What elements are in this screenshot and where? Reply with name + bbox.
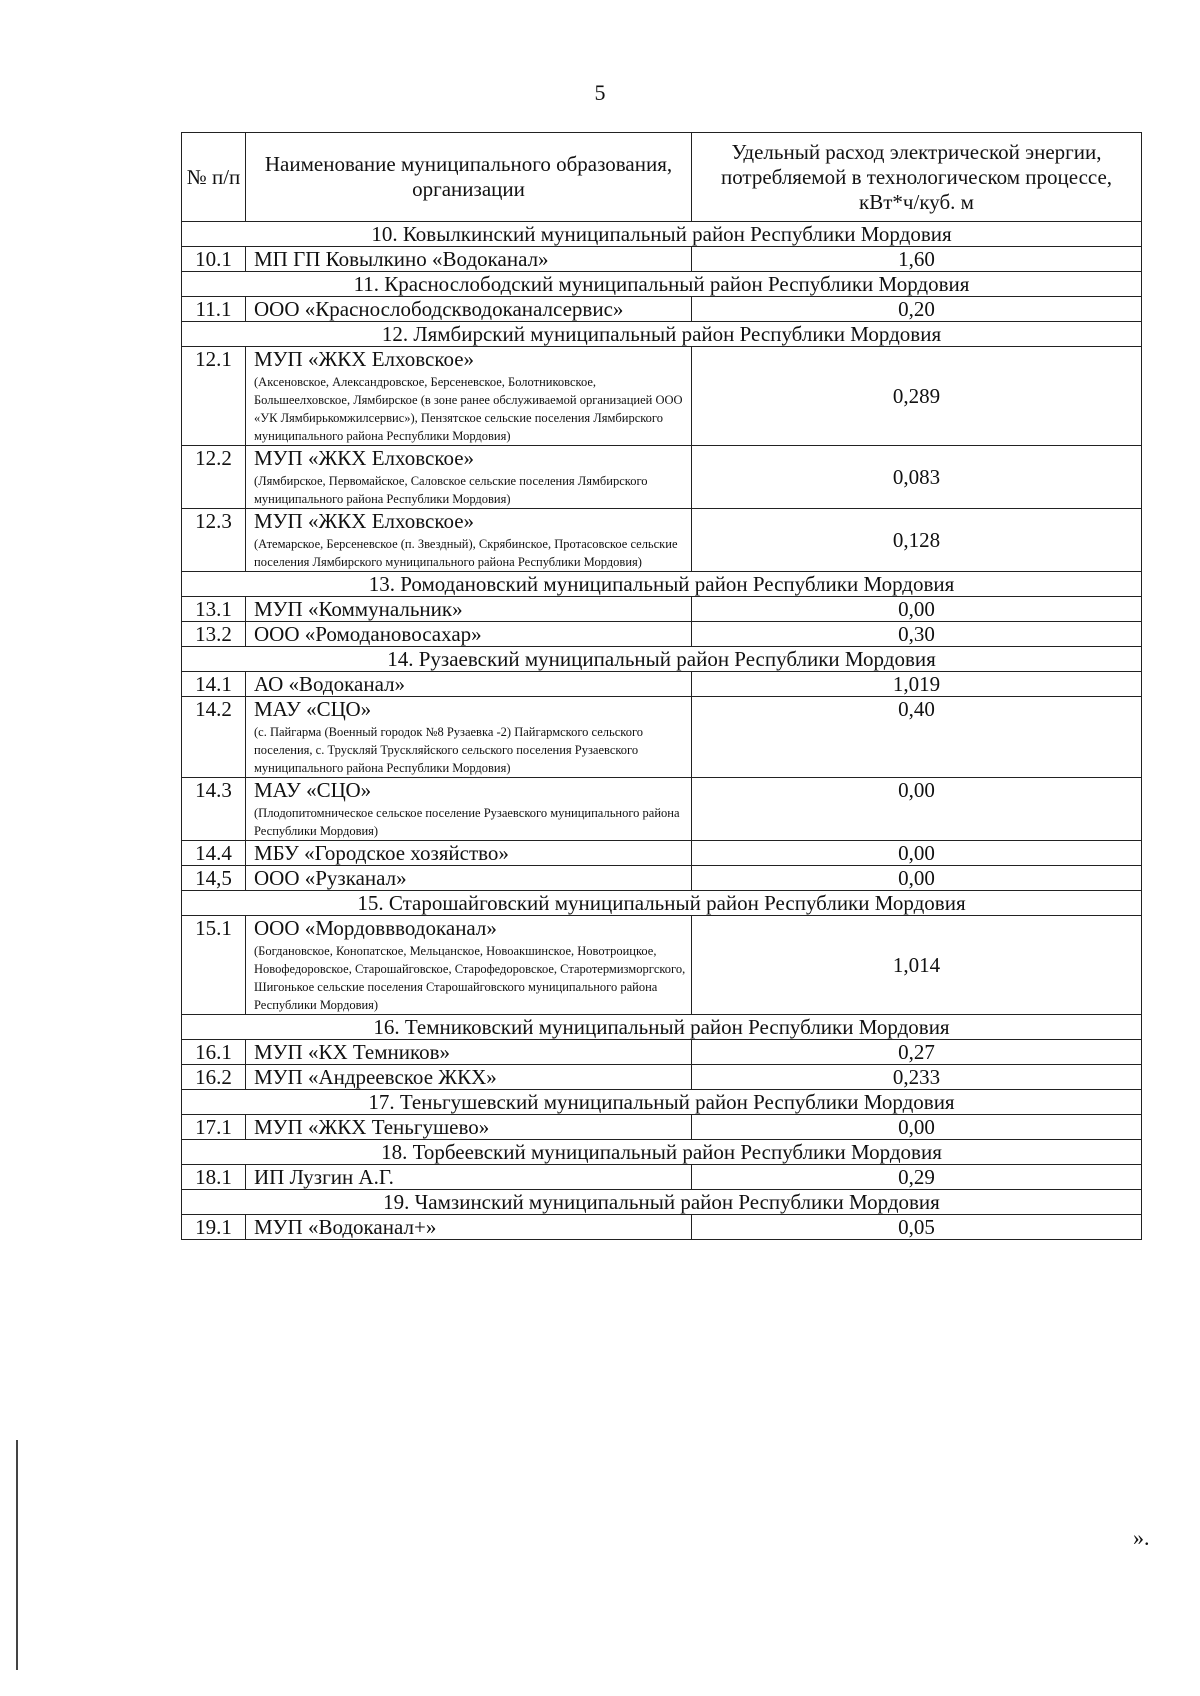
section-row: [182, 1090, 1142, 1115]
section-title: 12. Лямбирский муниципальный район Республики Мордовия: [182, 322, 1142, 347]
organization-name: МБУ «Городское хозяйство»: [254, 841, 509, 865]
page-number: 5: [594, 80, 606, 105]
header-value: Удельный расход электрической энергии, потребляемой в технологическом процессе, кВт*ч/куб. м: [692, 133, 1142, 222]
organization-name: МУП «ЖКХ Елховское»: [254, 446, 475, 470]
section-row: [182, 572, 1142, 597]
row-number: 14.4: [182, 841, 246, 866]
consumption-value: 0,289: [692, 347, 1142, 446]
section-title: 15. Старошайговский муниципальный район Республики Мордовия: [182, 891, 1142, 916]
organization-cell: [246, 841, 692, 866]
consumption-value: 0,083: [692, 446, 1142, 509]
row-number: 14,5: [182, 866, 246, 891]
table-row: [182, 1215, 1142, 1240]
row-number: 14.1: [182, 672, 246, 697]
table-row: [182, 841, 1142, 866]
consumption-value: 0,128: [692, 509, 1142, 572]
header-name: Наименование муниципального образования, организации: [246, 133, 692, 222]
consumption-value: 1,60: [692, 247, 1142, 272]
section-row: [182, 1190, 1142, 1215]
table-row: [182, 1040, 1142, 1065]
row-number: 15.1: [182, 916, 246, 1015]
organization-note: (Атемарское, Берсеневское (п. Звездный), Скрябинское, Протасовское сельские поселения Лямбирского муниципального района Республики Мордовия): [254, 537, 678, 569]
organization-name: МУП «ЖКХ Теньгушево»: [254, 1115, 490, 1139]
table-row: [182, 247, 1142, 272]
organization-cell: [246, 697, 692, 778]
organization-name: МП ГП Ковылкино «Водоканал»: [254, 247, 549, 271]
table-row: [182, 1065, 1142, 1090]
organization-note: (Плодопитомническое сельское поселение Рузаевского муниципального района Республики Мордовия): [254, 806, 680, 838]
table-row: [182, 866, 1142, 891]
row-number: 19.1: [182, 1215, 246, 1240]
organization-name: МУП «Водоканал+»: [254, 1215, 437, 1239]
organization-name: МАУ «СЦО»: [254, 778, 372, 802]
consumption-value: 0,40: [692, 697, 1142, 778]
row-number: 18.1: [182, 1165, 246, 1190]
table-row: [182, 916, 1142, 1015]
consumption-value: 0,00: [692, 841, 1142, 866]
row-number: 13.1: [182, 597, 246, 622]
table-row: [182, 697, 1142, 778]
row-number: 12.1: [182, 347, 246, 446]
consumption-value: 0,29: [692, 1165, 1142, 1190]
consumption-value: 0,30: [692, 622, 1142, 647]
section-row: [182, 891, 1142, 916]
organization-name: АО «Водоканал»: [254, 672, 406, 696]
organization-note: (Лямбирское, Первомайское, Саловское сельские поселения Лямбирского муниципального района Республики Мордовия): [254, 474, 648, 506]
table-row: [182, 778, 1142, 841]
section-title: 19. Чамзинский муниципальный район Республики Мордовия: [182, 1190, 1142, 1215]
header-num: № п/п: [182, 133, 246, 222]
consumption-value: 0,27: [692, 1040, 1142, 1065]
organization-cell: [246, 297, 692, 322]
organization-name: МУП «КХ Темников»: [254, 1040, 451, 1064]
table-row: [182, 1165, 1142, 1190]
table-row: [182, 297, 1142, 322]
section-title: 17. Теньгушевский муниципальный район Республики Мордовия: [182, 1090, 1142, 1115]
section-row: [182, 322, 1142, 347]
organization-cell: [246, 247, 692, 272]
closing-quote-mark: ».: [1133, 1525, 1150, 1550]
consumption-value: 0,20: [692, 297, 1142, 322]
row-number: 12.3: [182, 509, 246, 572]
organization-cell: [246, 1040, 692, 1065]
section-title: 10. Ковылкинский муниципальный район Республики Мордовия: [182, 222, 1142, 247]
section-title: 11. Краснослободский муниципальный район Республики Мордовия: [182, 272, 1142, 297]
organization-name: МУП «ЖКХ Елховское»: [254, 347, 475, 371]
row-number: 16.2: [182, 1065, 246, 1090]
organization-cell: [246, 446, 692, 509]
organization-cell: [246, 622, 692, 647]
table-row: [182, 597, 1142, 622]
row-number: 12.2: [182, 446, 246, 509]
organization-name: ООО «Ромодановосахар»: [254, 622, 482, 646]
organization-cell: [246, 1115, 692, 1140]
organization-name: МУП «Андреевское ЖКХ»: [254, 1065, 497, 1089]
organization-name: МАУ «СЦО»: [254, 697, 372, 721]
section-row: [182, 222, 1142, 247]
section-title: 13. Ромодановский муниципальный район Республики Мордовия: [182, 572, 1142, 597]
table-row: [182, 672, 1142, 697]
organization-cell: [246, 597, 692, 622]
consumption-value: 1,019: [692, 672, 1142, 697]
section-row: [182, 1140, 1142, 1165]
organization-cell: [246, 347, 692, 446]
consumption-value: 0,00: [692, 866, 1142, 891]
consumption-value: 0,00: [692, 1115, 1142, 1140]
consumption-value: 0,05: [692, 1215, 1142, 1240]
organization-name: ООО «Краснослободскводоканалсервис»: [254, 297, 624, 321]
table-row: [182, 446, 1142, 509]
row-number: 13.2: [182, 622, 246, 647]
organization-name: ООО «Рузканал»: [254, 866, 407, 890]
organization-name: МУП «Коммунальник»: [254, 597, 463, 621]
row-number: 10.1: [182, 247, 246, 272]
organization-name: ООО «Мордоввводоканал»: [254, 916, 497, 940]
section-row: [182, 1015, 1142, 1040]
section-row: [182, 647, 1142, 672]
table-row: [182, 347, 1142, 446]
row-number: 14.2: [182, 697, 246, 778]
organization-note: (с. Пайгарма (Военный городок №8 Рузаевка -2) Пайгармского сельского поселения, с. Трускляй Трускляйского сельского поселения Рузаевского муниципального района Республики Мордовия): [254, 725, 644, 775]
consumption-table: [181, 132, 1142, 1240]
row-number: 14.3: [182, 778, 246, 841]
scan-margin-line: [16, 1440, 18, 1670]
table-row: [182, 622, 1142, 647]
section-title: 14. Рузаевский муниципальный район Республики Мордовия: [182, 647, 1142, 672]
organization-note: (Аксеновское, Александровское, Берсеневское, Болотниковское, Большеелховское, Лямбирское (в зоне ранее обслуживаемой организацией ООО «УК Лямбирькомжилсервис»), Пензятское сельские поселения Лямбирского муниципального района Республики Мордовия): [254, 375, 683, 443]
organization-cell: [246, 672, 692, 697]
organization-cell: [246, 1215, 692, 1240]
section-row: [182, 272, 1142, 297]
consumption-value: 0,00: [692, 778, 1142, 841]
organization-note: (Богдановское, Конопатское, Мельцанское, Новоакшинское, Новотроицкое, Новофедоровское, Старошайговское, Старофедоровское, Старотермизморгского, Шигонькое сельские поселения Старошайговского муниципального района Республики Мордовия): [254, 944, 686, 1012]
organization-cell: [246, 1065, 692, 1090]
organization-cell: [246, 916, 692, 1015]
organization-cell: [246, 778, 692, 841]
row-number: 11.1: [182, 297, 246, 322]
organization-name: ИП Лузгин А.Г.: [254, 1165, 394, 1189]
table-header-row: [182, 133, 1142, 222]
section-title: 16. Темниковский муниципальный район Республики Мордовия: [182, 1015, 1142, 1040]
consumption-value: 0,00: [692, 597, 1142, 622]
organization-cell: [246, 866, 692, 891]
consumption-value: 0,233: [692, 1065, 1142, 1090]
section-title: 18. Торбеевский муниципальный район Республики Мордовия: [182, 1140, 1142, 1165]
organization-cell: [246, 1165, 692, 1190]
consumption-value: 1,014: [692, 916, 1142, 1015]
organization-cell: [246, 509, 692, 572]
table-row: [182, 1115, 1142, 1140]
row-number: 16.1: [182, 1040, 246, 1065]
consumption-table-wrapper: [181, 132, 1141, 1240]
row-number: 17.1: [182, 1115, 246, 1140]
table-row: [182, 509, 1142, 572]
organization-name: МУП «ЖКХ Елховское»: [254, 509, 475, 533]
